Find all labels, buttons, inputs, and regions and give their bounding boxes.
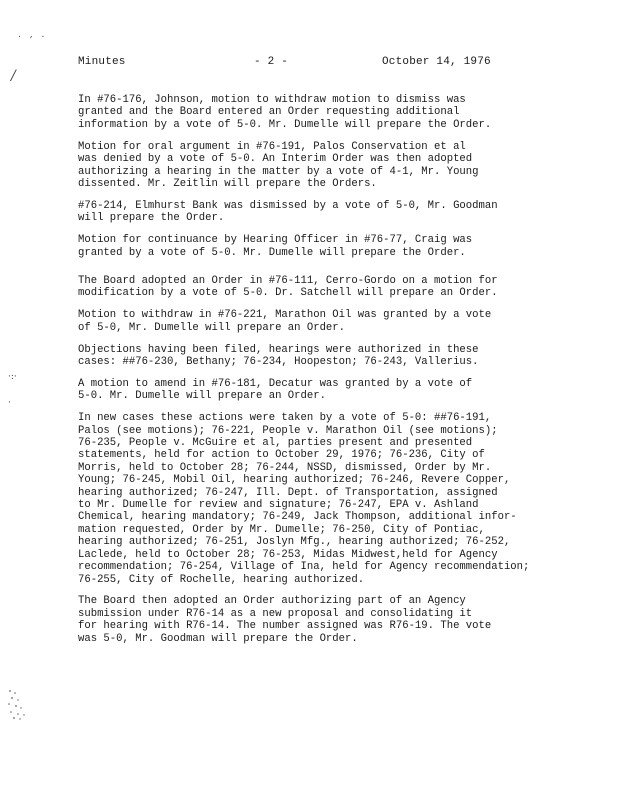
minutes-body (78, 94, 558, 655)
paragraph-craig: Motion for continuance by Hearing Officer in #76-77, Craig was granted by a vote of 5-0. Mr. Dumelle will prepare the Order. (78, 234, 473, 259)
paragraph-marathon: Motion to withdraw in #76-221, Marathon Oil was granted by a vote of 5-0, Mr. Dumelle will prepare an Order. (78, 309, 492, 334)
paragraph-objections: Objections having been filed, hearings were authorized in these cases: ##76-230, Bethany; 76-234, Hoopeston; 76-243, Vallerius. (78, 343, 479, 368)
paragraph-palos: Motion for oral argument in #76-191, Palos Conservation et al was denied by a vote of 5-0. An Interim Order was then adopted authorizing a hearing in the matter by a vote of 4-1, Mr. Young dissented. Mr. Zeitlin will prepare the Orders. (78, 140, 479, 190)
margin-mark-dots: ·:· (8, 372, 17, 382)
margin-mark-slash: / (11, 68, 16, 84)
margin-mark-top: . , . (18, 30, 48, 40)
margin-mark-dot: · (8, 398, 11, 408)
paragraph-agency-submission: The Board then adopted an Order authorizing part of an Agency submission under R76-14 as a new proposal and consolidating it for hearing with R76-14. The number assigned was R76-19. The vote was 5-0, Mr. Goodman will prepare the Order. (78, 595, 492, 645)
paragraph-decatur: A motion to amend in #76-181, Decatur was granted by a vote of 5-0. Mr. Dumelle will prepare an Order. (78, 377, 473, 403)
paragraph-cerro-gordo: The Board adopted an Order in #76-111, Cerro-Gordo on a motion for modification by a vote of 5-0. Dr. Satchell will prepare an Order. (78, 274, 498, 300)
paragraph-elmhurst: #76-214, Elmhurst Bank was dismissed by a vote of 5-0, Mr. Goodman will prepare the Order. (78, 199, 498, 225)
margin-scribble (6, 688, 32, 722)
page-number: - 2 - (254, 56, 289, 68)
paragraph-new-cases: In new cases these actions were taken by a vote of 5-0: ##76-191, Palos (see motions); 76-221, People v. Marathon Oil (see motions); 76-235, People v. McGuire et al, parties present and presented statements, held for action to October 29, 1976; 76-236, City of Morris, held to October 28; 76-244, NSSD, dismissed, Order by Mr. Young; 76-245, Mobil Oil, hearing authorized; 76-246, Revere Copper, hearing authorized; 76-247, Ill. Dept. of Transportation, assigned to Mr. Dumelle for review and signature; 76-247, EPA v. Ashland Chemical, hearing mandatory; 76-249, Jack Thompson, additional infor- mation requested, Order by Mr. Dumelle; 76-250, City of Pontiac, hearing authorized; 76-251, Joslyn Mfg., hearing authorized; 76-252, Laclede, held to October 28; 76-253, Midas Midwest,held for Agency recommendation; 76-254, Village of Ina, held for Agency recommendation; 76-255, City of Rochelle, hearing authorized. (78, 412, 530, 586)
header-title: Minutes (78, 56, 126, 68)
paragraph-johnson: In #76-176, Johnson, motion to withdraw motion to dismiss was granted and the Board entered an Order requesting additional information by a vote of 5-0. Mr. Dumelle will prepare the Order. (78, 94, 492, 131)
header-date: October 14, 1976 (382, 56, 491, 68)
